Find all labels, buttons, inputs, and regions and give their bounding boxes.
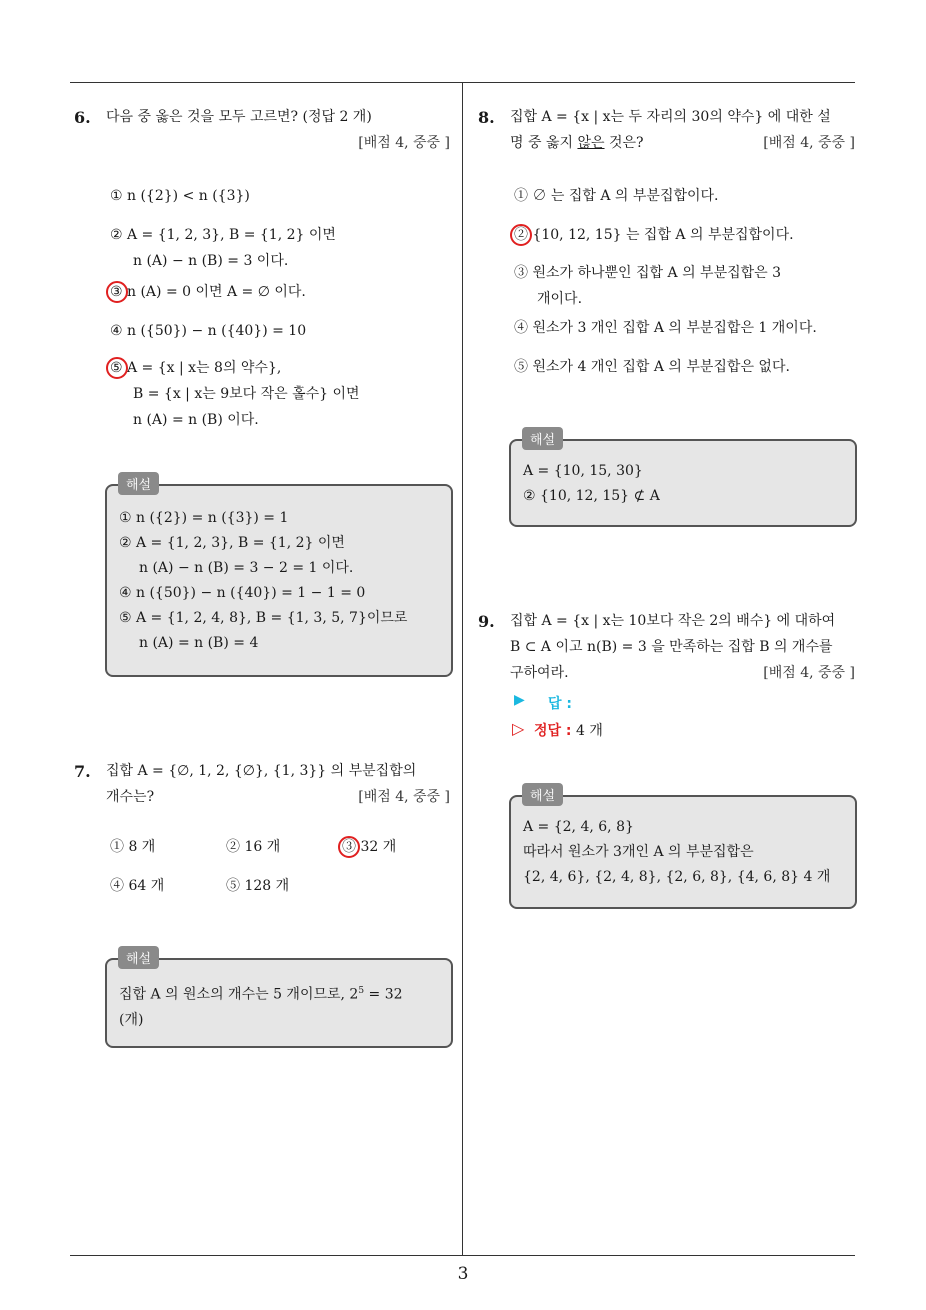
q6-choice-2[interactable]: ② A = {1, 2, 3}, B = {1, 2} 이면 [110,227,336,243]
q7-number: 7. [74,762,91,781]
column-divider [462,82,463,1255]
q7-sol-exp: 5 [358,986,365,996]
q8-text-2-pre: 명 중 옳지 [510,135,578,151]
q6-solution-box [105,484,453,677]
q7-choice-3[interactable]: ③ 32 개 [342,839,397,855]
q6-marked-circle-icon [106,281,128,303]
q8-choice-3-cont: 개이다. [537,291,583,307]
q8-sol-line-1: A = {10, 15, 30} [523,463,643,479]
q9-score: [배점 4, 중중 ] [763,665,855,681]
q8-choice-3[interactable]: ③ 원소가 하나뿐인 집합 A 의 부분집합은 3 [514,265,782,281]
q6-solution-tag: 해설 [118,472,159,495]
q9-text-2: B ⊂ A 이고 n(B) = 3 을 만족하는 집합 B 의 개수를 [510,639,833,655]
q9-text-3: 구하여라. [510,665,569,681]
q9-answer-label: 답 : [548,696,572,712]
q9-sol-line-1: A = {2, 4, 6, 8} [523,819,634,835]
q8-choice-1[interactable]: ① ∅ 는 집합 A 의 부분집합이다. [514,188,719,204]
q7-sol-pre: 집합 A 의 원소의 개수는 5 개이므로, 2 [119,986,359,1003]
q7-solution-tag: 해설 [118,946,159,969]
q7-choice-4[interactable]: ④ 64 개 [110,878,165,894]
q7-text-1: 집합 A = {∅, 1, 2, {∅}, {1, 3}} 의 부분집합의 [106,763,417,779]
q7-sol-line-2: (개) [119,1011,144,1028]
q9-sol-line-3: {2, 4, 6}, {2, 4, 8}, {2, 6, 8}, {4, 6, 8} 4 개 [523,869,831,885]
q7-text-2: 개수는? [106,789,155,805]
q8-choice-2[interactable]: ② {10, 12, 15} 는 집합 A 의 부분집합이다. [514,227,794,243]
q6-sol-line-5: ⑤ A = {1, 2, 4, 8}, B = {1, 3, 5, 7}이므로 [119,610,408,626]
q6-choice-5-cont2: n (A) = n (B) 이다. [133,412,259,428]
q6-choice-5[interactable]: ⑤ A = {x | x는 8의 약수}, [110,360,282,376]
q9-number: 9. [478,612,495,631]
bottom-rule [70,1255,855,1256]
q9-correct-answer [534,720,603,740]
q6-choice-5-cont1: B = {x | x는 9보다 작은 홀수} 이면 [133,386,360,402]
q8-text-2-underlined: 않은 [577,135,605,151]
q6-score: [배점 4, 중중 ] [358,135,450,151]
q8-sol-line-2: ② {10, 12, 15} ⊄ A [523,488,660,504]
q6-sol-line-2: ② A = {1, 2, 3}, B = {1, 2} 이면 [119,535,345,551]
q8-number: 8. [478,108,495,127]
q9-solution-tag: 해설 [522,783,563,806]
q8-choice-4[interactable]: ④ 원소가 3 개인 집합 A 의 부분집합은 1 개이다. [514,320,817,336]
q8-text-1: 집합 A = {x | x는 두 자리의 30의 약수} 에 대한 설 [510,109,831,125]
q6-choice-1[interactable]: ① n ({2}) < n ({3}) [110,188,250,204]
q6-text: 다음 중 옳은 것을 모두 고르면? (정답 2 개) [106,109,372,125]
q6-choice-2-cont: n (A) − n (B) = 3 이다. [133,253,289,269]
q8-marked-circle-icon [510,224,532,246]
q8-text-2-post: 것은? [604,135,644,151]
q6-sol-line-3: n (A) − n (B) = 3 − 2 = 1 이다. [139,560,354,576]
q8-choice-5[interactable]: ⑤ 원소가 4 개인 집합 A 의 부분집합은 없다. [514,359,790,375]
q7-score: [배점 4, 중중 ] [358,789,450,805]
q6-choice-4[interactable]: ④ n ({50}) − n ({40}) = 10 [110,323,307,339]
q6-number: 6. [74,108,91,127]
q6-choice-3[interactable]: ③ n (A) = 0 이면 A = ∅ 이다. [110,284,306,300]
q6-sol-line-4: ④ n ({50}) − n ({40}) = 1 − 1 = 0 [119,585,366,601]
q7-choice-5[interactable]: ⑤ 128 개 [226,878,290,894]
q9-correct-label: 정답 : [534,723,572,739]
q8-text-2 [510,130,644,156]
q8-solution-box [509,439,857,527]
q9-solution-box [509,795,857,909]
q6-sol-line-6: n (A) = n (B) = 4 [139,635,259,651]
q9-sol-line-2: 따라서 원소가 3개인 A 의 부분집합은 [523,844,754,860]
q8-solution-tag: 해설 [522,427,563,450]
q6-marked-circle-icon-2 [106,357,128,379]
q9-correct-value: 4 개 [571,723,603,739]
q6-sol-line-1: ① n ({2}) = n ({3}) = 1 [119,510,289,526]
q7-solution-box [105,958,453,1048]
q9-text-1: 집합 A = {x | x는 10보다 작은 2의 배수} 에 대하여 [510,613,836,629]
q9-correct-marker-icon: ▷ [512,719,525,738]
q8-score: [배점 4, 중중 ] [763,135,855,151]
page-number: 3 [457,1264,469,1284]
q7-marked-circle-icon [338,836,360,858]
q7-sol-post: = 32 [364,986,403,1003]
q7-sol-line-1 [119,979,403,1008]
q7-choice-1[interactable]: ① 8 개 [110,839,156,855]
q7-choice-2[interactable]: ② 16 개 [226,839,281,855]
q9-answer-marker-icon: ▶ [514,692,525,708]
